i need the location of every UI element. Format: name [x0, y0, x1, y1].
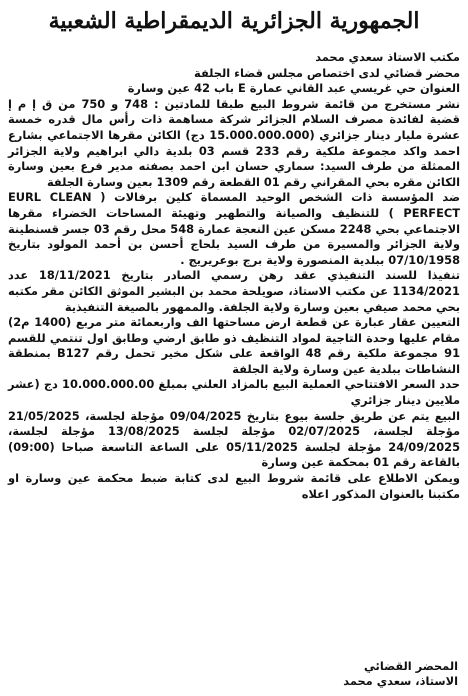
signature-title: المحضر القضائي	[364, 658, 458, 673]
notice-paragraph-defendant: ضد المؤسسة ذات الشخص الوحيد المسماة كلين برفالات ( EURL CLEAN PERFECT ) للتنظيف والصيانة والتطهير وتهيئة المساحات الخضراء مقرها الاجتماعي بحي 2248 مسكن عين النعجة عمارة 548 محل رقم 03 جسر قسنطينة ولاية الجزائر والمسيرة من طرف السيد بلحاج أحسن بن أحمد المولود بتاريخ 07/10/1958 ببلدية المنصورة ولاية برج بوعريريج .	[8, 190, 460, 267]
notice-body	[8, 50, 460, 502]
notice-paragraph-price: حدد السعر الافتتاحي العملية البيع بالمزاد العلني بمبلغ 10.000.000.00 دج (عشر ملايين دينار جزائري	[8, 377, 461, 408]
notice-paragraph-enforcement: تنفيذا للسند التنفيذي عقد رهن رسمي الصادر بتاريخ 18/11/2021 عدد 1134/2021 عن مكتب الاستاذ، صويلحة محمد بن البشير الموثق الكائن مقر مكتبه بحي محمد صيفي بعين وسارة ولاية الجلفة. والممهور بالصيغة التنفيذية	[8, 268, 460, 314]
page-title: الجمهورية الجزائرية الديمقراطية الشعبية	[48, 8, 420, 34]
office-name: مكتب الاستاذ سعدي محمد	[315, 50, 460, 64]
notice-paragraph-sessions: البيع يتم عن طريق جلسة بيوع بتاريخ 09/04/2025 مؤجلة لجلسة، 21/05/2025 مؤجلة لجلسة، 02/07/2025 مؤجلة لجلسة 13/08/2025 مؤجلة لجلسة، 24/09/2025 مؤجلة لجلسة 05/11/2025 على الساعة التاسعة صباحا (09:00) بالقاعة رقم 01 بمحكمة عين وسارة	[8, 408, 461, 470]
signature-block	[343, 659, 458, 690]
office-position: محضر قضائي لدى اختصاص مجلس قضاء الجلفة	[194, 65, 460, 80]
notice-paragraph-consultation: ويمكن الاطلاع على قائمة شروط البيع لدى كتابة ضبط محكمة عين وسارة او مكتبنا بالعنوان المذكور اعلاه	[8, 471, 460, 501]
notice-paragraph-intro: نشر مستخرج من قائمة شروط البيع طبقا للمادتين : 748 و 750 من ق إ م إ قضية لفائدة مصرف السلام الجزائر شركة مساهمة ذات رأس مال قدره خمسة عشرة مليار دينار جزائري (15.000.000.000 دج) الكائن مقرها الاجتماعي بشارع احمد واكد مجموعة ملكية رقم 233 قسم 03 بلدية دالي ابراهيم ولاية الجزائر الممثلة من طرف السيد: سماري حسان ابن احمد بصفته مدير فرع بعين وسارة الكائن مقره بحي المقراني رقم 01 القطعة رقم 1309 بعين وسارة الجلفة	[8, 96, 460, 189]
signature-name: الاستاذ، سعدي محمد	[343, 674, 458, 689]
notice-paragraph-property: التعيين عقار عبارة عن قطعة ارض مساحتها الف واربعمائة متر مربع (1400 م2) مقام عليها وحدة التاجية لمواد التنظيف ذو طابق ارضي وطابق اول تنتمي للقسم 91 مجموعة ملكية رقم 48 الواقعة على شكل مخير تحمل رقم B127 بمنطقة النشاطات ببلدية عين وسارة ولاية الجلفة	[8, 315, 460, 376]
office-address: العنوان حي غريسي عبد القاني عمارة E باب 42 عين وسارة	[127, 81, 460, 96]
